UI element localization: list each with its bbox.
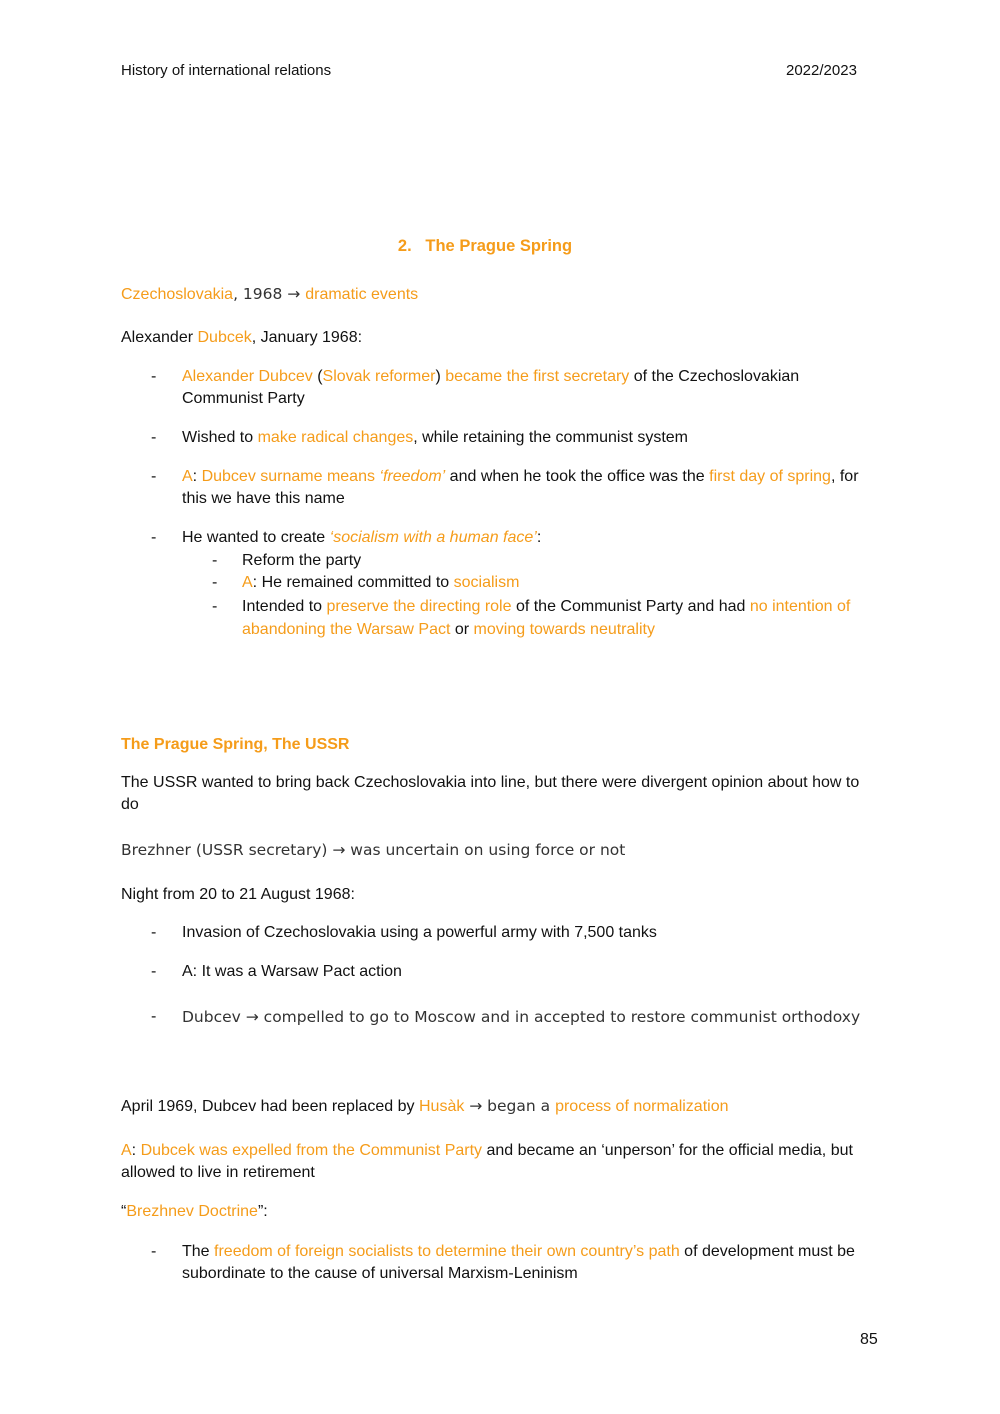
intro-year: , 1968 → (233, 285, 306, 303)
intro-place: Czechoslovakia (121, 286, 234, 303)
b1-e: became the first secretary (445, 368, 630, 385)
expelled-paragraph (121, 1140, 881, 1184)
s2-a: A (242, 574, 253, 591)
b1-f: of the Czechoslovakian Communist Party (182, 368, 800, 407)
april-c: → began a (464, 1097, 556, 1115)
dubcek-line (121, 327, 881, 349)
s3-b: preserve the directing role (326, 598, 512, 615)
s3-a: Intended to (242, 598, 327, 615)
bullet-text (182, 527, 881, 549)
sub-bullet-dash: - (212, 552, 218, 569)
sub-list-item (212, 595, 872, 641)
list-item (151, 527, 881, 549)
list-item (151, 427, 881, 449)
bullet-dash: - (151, 1243, 157, 1260)
dubcek-line-name: Dubcek (197, 329, 252, 346)
sub-bullet-text (242, 595, 872, 641)
sub-list-item (212, 572, 872, 594)
list-item (151, 1006, 881, 1028)
bullet-text (182, 466, 881, 510)
dubcek-line-c: , January 1968: (251, 329, 363, 346)
s2-b: : He remained committed to (252, 574, 454, 591)
bullet-dash: - (151, 1008, 157, 1025)
expelled-a: A (121, 1142, 132, 1159)
b3-c: Dubcev surname means (201, 468, 380, 485)
dubcek-line-a: Alexander (121, 329, 198, 346)
b3-d: ‘freedom’ (379, 468, 446, 485)
doctrine-a: “ (121, 1203, 127, 1220)
bullet-text: A: It was a Warsaw Pact action (182, 963, 402, 980)
b1-c: Slovak reformer (322, 368, 436, 385)
intro-line (121, 283, 881, 306)
bullet-text: Invasion of Czechoslovakia using a powerful army with 7,500 tanks (182, 924, 657, 941)
d1-b: freedom of foreign socialists to determine their own country’s path (214, 1243, 680, 1260)
april-line (121, 1095, 881, 1118)
section-title: 2. The Prague Spring (397, 237, 573, 255)
b1-d: ) (435, 368, 446, 385)
b2-a: Wished to (182, 429, 258, 446)
running-header-title: History of international relations (121, 62, 332, 79)
b3-a: A (182, 468, 193, 485)
bullet-dash: - (151, 963, 157, 980)
april-a: April 1969, Dubcev had been replaced by (121, 1098, 419, 1115)
bullet-dash: - (151, 368, 157, 385)
bullet-dash: - (151, 468, 157, 485)
d1-c: of development must be subordinate to the cause of universal Marxism-Leninism (182, 1243, 855, 1282)
bullet-dash: - (151, 529, 157, 546)
sub-bullet-dash: - (212, 574, 218, 591)
b4-a: He wanted to create (182, 529, 330, 546)
page-number: 85 (860, 1331, 878, 1348)
bullet-text (182, 366, 881, 410)
b4-b: ‘socialism with a human face’ (329, 529, 537, 546)
expelled-b: : (131, 1142, 141, 1159)
night-line: Night from 20 to 21 August 1968: (121, 886, 355, 903)
ussr-paragraph: The USSR wanted to bring back Czechoslovakia into line, but there were divergent opinion about how to do (121, 774, 860, 813)
b2-b: make radical changes (257, 429, 414, 446)
b3-f: first day of spring (709, 468, 831, 485)
sub-bullet-text (242, 572, 872, 594)
sub-bullet-text: Reform the party (242, 552, 362, 569)
bullet-dash: - (151, 429, 157, 446)
sub-bullet-dash: - (212, 598, 218, 615)
s3-f: moving towards neutrality (473, 621, 655, 638)
s3-c: of the Communist Party and had (511, 598, 750, 615)
s2-c: socialism (453, 574, 520, 591)
sub-list-item (212, 550, 872, 572)
b3-b: : (192, 468, 202, 485)
subheading: The Prague Spring, The USSR (121, 736, 350, 753)
b4-c: : (536, 529, 542, 546)
april-d: process of normalization (555, 1098, 729, 1115)
s3-d: no intention of abandoning the Warsaw Pact (242, 598, 851, 638)
doctrine-c: ”: (257, 1203, 268, 1220)
april-b: Husàk (418, 1098, 465, 1115)
bullet-text (182, 1241, 881, 1285)
list-item (151, 961, 881, 983)
list-item (151, 922, 881, 944)
doctrine-line (121, 1201, 881, 1223)
intro-events: dramatic events (305, 286, 419, 303)
b3-g: , for this we have this name (182, 468, 859, 507)
running-header-year: 2022/2023 (786, 62, 857, 79)
list-item (151, 1241, 881, 1285)
b1-b: ( (312, 368, 323, 385)
bullet-dash: - (151, 924, 157, 941)
expelled-d: and became an ‘unperson’ for the official media, but allowed to live in retirement (121, 1142, 853, 1181)
s3-e: or (450, 621, 474, 638)
list-item (151, 366, 881, 410)
doctrine-b: Brezhnev Doctrine (126, 1203, 258, 1220)
bullet-text: Dubcev → compelled to go to Moscow and in accepted to restore communist orthodoxy (182, 1008, 861, 1026)
b3-e: and when he took the office was the (445, 468, 710, 485)
b1-a: Alexander Dubcev (182, 368, 313, 385)
b2-c: , while retaining the communist system (413, 429, 689, 446)
brezhner-line: Brezhner (USSR secretary) → was uncertain on using force or not (121, 841, 626, 859)
bullet-text (182, 427, 881, 449)
list-item (151, 466, 881, 510)
expelled-c: Dubcek was expelled from the Communist Party (140, 1142, 483, 1159)
d1-a: The (182, 1243, 215, 1260)
